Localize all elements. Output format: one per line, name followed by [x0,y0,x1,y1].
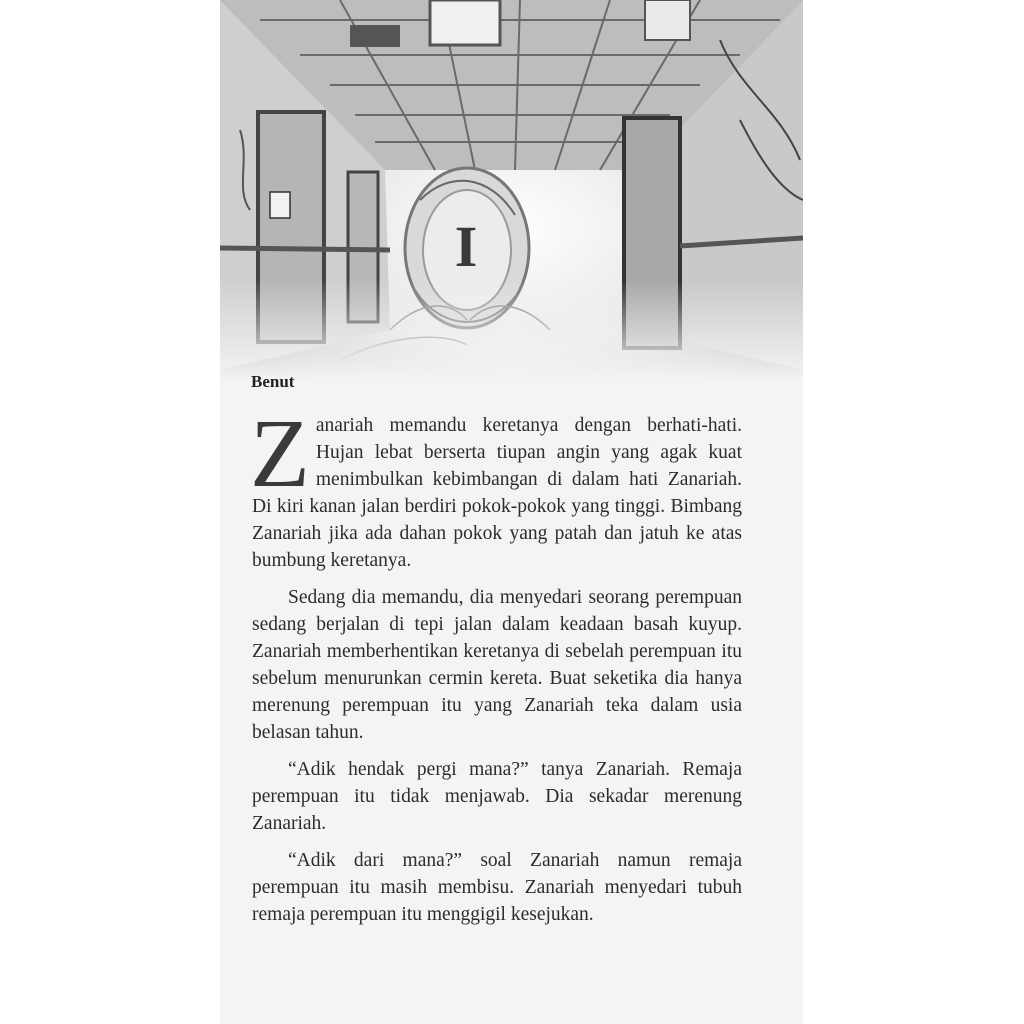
chapter-numeral: I [454,214,478,279]
book-page [220,0,803,1024]
paragraph-2: Sedang dia memandu, dia menyedari seorang perempuan sedang berjalan di tepi jalan dalam keadaan basah kuyup. Zanariah memberhentikan keretanya di sebelah perempuan itu sebelum menurunkan cermin kereta. Buat seketika dia hanya merenung perempuan itu yang Zanariah teka dalam usia belasan tahun. [252,587,742,743]
hallway-illustration [220,0,803,380]
paragraph-4: “Adik dari mana?” soal Zanariah namun remaja perempuan itu masih membisu. Zanariah menyedari tubuh remaja perempuan itu menggigil kesejukan. [252,850,742,925]
story-title: Benut [251,372,295,391]
story-body [250,400,742,938]
paragraph-1-text: anariah memandu keretanya dengan berhati-hati. Hujan lebat berserta tiupan angin yang agak kuat menimbulkan kebimbangan di dalam hati Zanariah. Di kiri kanan jalan berdiri pokok-pokok yang tinggi. Bimbang Zanariah jika ada dahan pokok yang patah dan jatuh ke atas bumbung keretanya. [252,415,742,571]
paragraph-1 [250,400,742,574]
drop-cap: Z [250,400,310,508]
paragraph-3: “Adik hendak pergi mana?” tanya Zanariah. Remaja perempuan itu tidak menjawab. Dia sekadar merenung Zanariah. [252,759,742,834]
